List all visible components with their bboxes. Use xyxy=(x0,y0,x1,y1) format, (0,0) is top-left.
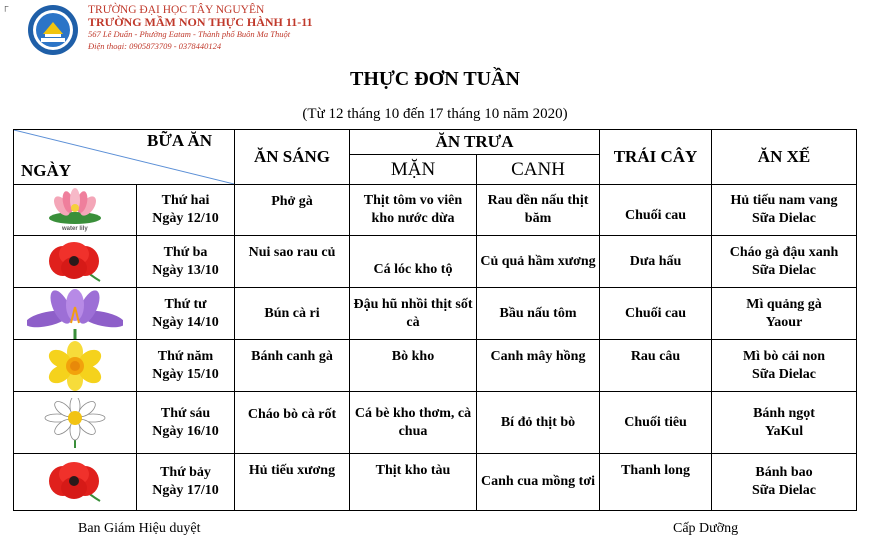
salty-cell: Đậu hũ nhồi thịt sốt cà xyxy=(350,288,477,340)
purple-crocus-icon xyxy=(27,289,123,339)
flower-caption: water lily xyxy=(62,226,88,232)
breakfast-cell: Phở gà xyxy=(235,185,350,236)
day-date: Ngày 17/10 xyxy=(152,483,219,498)
soup-cell: Canh cua mồng tơi xyxy=(477,454,600,511)
school-info xyxy=(88,4,313,52)
breakfast-cell: Bánh canh gà xyxy=(235,340,350,392)
school-name: TRƯỜNG MẦM NON THỰC HÀNH 11-11 xyxy=(88,15,313,29)
flower-cell xyxy=(14,185,137,236)
day-date: Ngày 12/10 xyxy=(152,211,219,226)
snack-item: Mì bò cải non xyxy=(742,348,826,364)
day-header: NGÀY xyxy=(21,161,72,180)
salty-cell: Cá bè kho thơm, cà chua xyxy=(350,392,477,454)
snack-item: Mì quảng gà xyxy=(746,296,822,312)
soup-header: CANH xyxy=(477,155,600,185)
day-name: Thứ hai xyxy=(161,193,210,208)
breakfast-cell: Nui sao rau củ xyxy=(235,236,350,288)
salty-cell: Thịt tôm vo viên kho nước dừa xyxy=(350,185,477,236)
fruit-cell: Thanh long xyxy=(600,454,712,511)
snack-item: Hủ tiếu nam vang xyxy=(730,193,838,208)
school-phone: Điện thoại: 0905873709 - 0378440124 xyxy=(88,41,222,51)
soup-cell: Canh mây hồng xyxy=(477,340,600,392)
snack-cell xyxy=(712,288,857,340)
table-row xyxy=(14,454,857,511)
breakfast-header: ĂN SÁNG xyxy=(235,130,350,185)
day-cell xyxy=(137,236,235,288)
snack-cell xyxy=(712,392,857,454)
white-daisy-icon xyxy=(35,398,115,448)
corner-mark: ┌ xyxy=(2,1,9,11)
table-row xyxy=(14,185,857,236)
school-address: 567 Lê Duẩn - Phường Eatam - Thành phố Buôn Ma Thuột xyxy=(88,29,291,39)
day-name: Thứ sáu xyxy=(160,405,211,421)
snack-cell xyxy=(712,340,857,392)
day-cell xyxy=(137,340,235,392)
table-row xyxy=(14,392,857,454)
soup-cell: Bí đỏ thịt bò xyxy=(477,392,600,454)
water-lily-icon xyxy=(40,188,110,232)
snack-item: Bánh ngọt xyxy=(753,405,815,421)
fruit-cell: Chuối cau xyxy=(600,185,712,236)
snack-cell xyxy=(712,454,857,511)
snack-drink: YaKul xyxy=(764,423,804,439)
page-title: THỰC ĐƠN TUẦN xyxy=(349,68,520,90)
day-date: Ngày 14/10 xyxy=(152,314,219,330)
red-poppy-icon xyxy=(40,459,110,505)
breakfast-cell: Hủ tiếu xương xyxy=(235,454,350,511)
breakfast-cell: Bún cà ri xyxy=(235,288,350,340)
salty-cell: Cá lóc kho tộ xyxy=(350,236,477,288)
flower-cell xyxy=(14,454,137,511)
day-cell xyxy=(137,288,235,340)
university-name: TRƯỜNG ĐẠI HỌC TÂY NGUYÊN xyxy=(88,4,265,16)
flower-cell xyxy=(14,288,137,340)
breakfast-cell: Cháo bò cà rốt xyxy=(235,392,350,454)
day-name: Thứ tư xyxy=(164,296,207,312)
fruit-cell: Rau câu xyxy=(600,340,712,392)
day-date: Ngày 16/10 xyxy=(152,423,219,439)
meal-header: BỮA ĂN xyxy=(146,131,212,150)
day-cell xyxy=(137,392,235,454)
snack-header: ĂN XẾ xyxy=(712,130,857,185)
flower-cell xyxy=(14,340,137,392)
date-range: (Từ 12 tháng 10 đến 17 tháng 10 năm 2020) xyxy=(302,106,568,122)
snack-drink: Sữa Dielac xyxy=(752,262,817,278)
fruit-cell: Dưa hấu xyxy=(600,236,712,288)
lunch-header: ĂN TRƯA xyxy=(350,130,600,155)
soup-cell: Củ quả hầm xương xyxy=(477,236,600,288)
day-date: Ngày 13/10 xyxy=(152,262,219,278)
cook-signature: Cấp Dưỡng xyxy=(673,521,739,536)
salty-cell: Thịt kho tàu xyxy=(350,454,477,511)
snack-drink: Sữa Dielac xyxy=(752,366,817,382)
day-cell xyxy=(137,454,235,511)
flower-cell xyxy=(14,236,137,288)
soup-cell: Rau dền nấu thịt băm xyxy=(477,185,600,236)
fruit-cell: Chuối tiêu xyxy=(600,392,712,454)
table-row xyxy=(14,288,857,340)
snack-drink: Sữa Dielac xyxy=(752,211,817,226)
soup-cell: Bầu nấu tôm xyxy=(477,288,600,340)
snack-item: Bánh bao xyxy=(755,465,813,480)
day-name: Thứ năm xyxy=(157,348,214,364)
red-poppy-icon xyxy=(40,239,110,285)
snack-item: Cháo gà đậu xanh xyxy=(729,244,839,260)
snack-drink: Sữa Dielac xyxy=(752,483,817,498)
school-logo xyxy=(27,4,79,56)
table-row xyxy=(14,340,857,392)
day-name: Thứ bảy xyxy=(160,465,211,480)
snack-drink: Yaour xyxy=(765,314,803,330)
table-row xyxy=(14,236,857,288)
menu-table xyxy=(13,129,857,511)
fruit-cell: Chuối cau xyxy=(600,288,712,340)
snack-cell xyxy=(712,236,857,288)
principal-approval: Ban Giám Hiệu duyệt xyxy=(78,521,201,536)
salty-cell: Bò kho xyxy=(350,340,477,392)
salty-header: MẶN xyxy=(350,155,477,185)
yellow-daffodil-icon xyxy=(40,341,110,391)
day-cell xyxy=(137,185,235,236)
fruit-header: TRÁI CÂY xyxy=(600,130,712,185)
day-name: Thứ ba xyxy=(163,244,208,260)
day-date: Ngày 15/10 xyxy=(152,366,219,382)
flower-cell xyxy=(14,392,137,454)
corner-header xyxy=(14,130,235,185)
snack-cell xyxy=(712,185,857,236)
